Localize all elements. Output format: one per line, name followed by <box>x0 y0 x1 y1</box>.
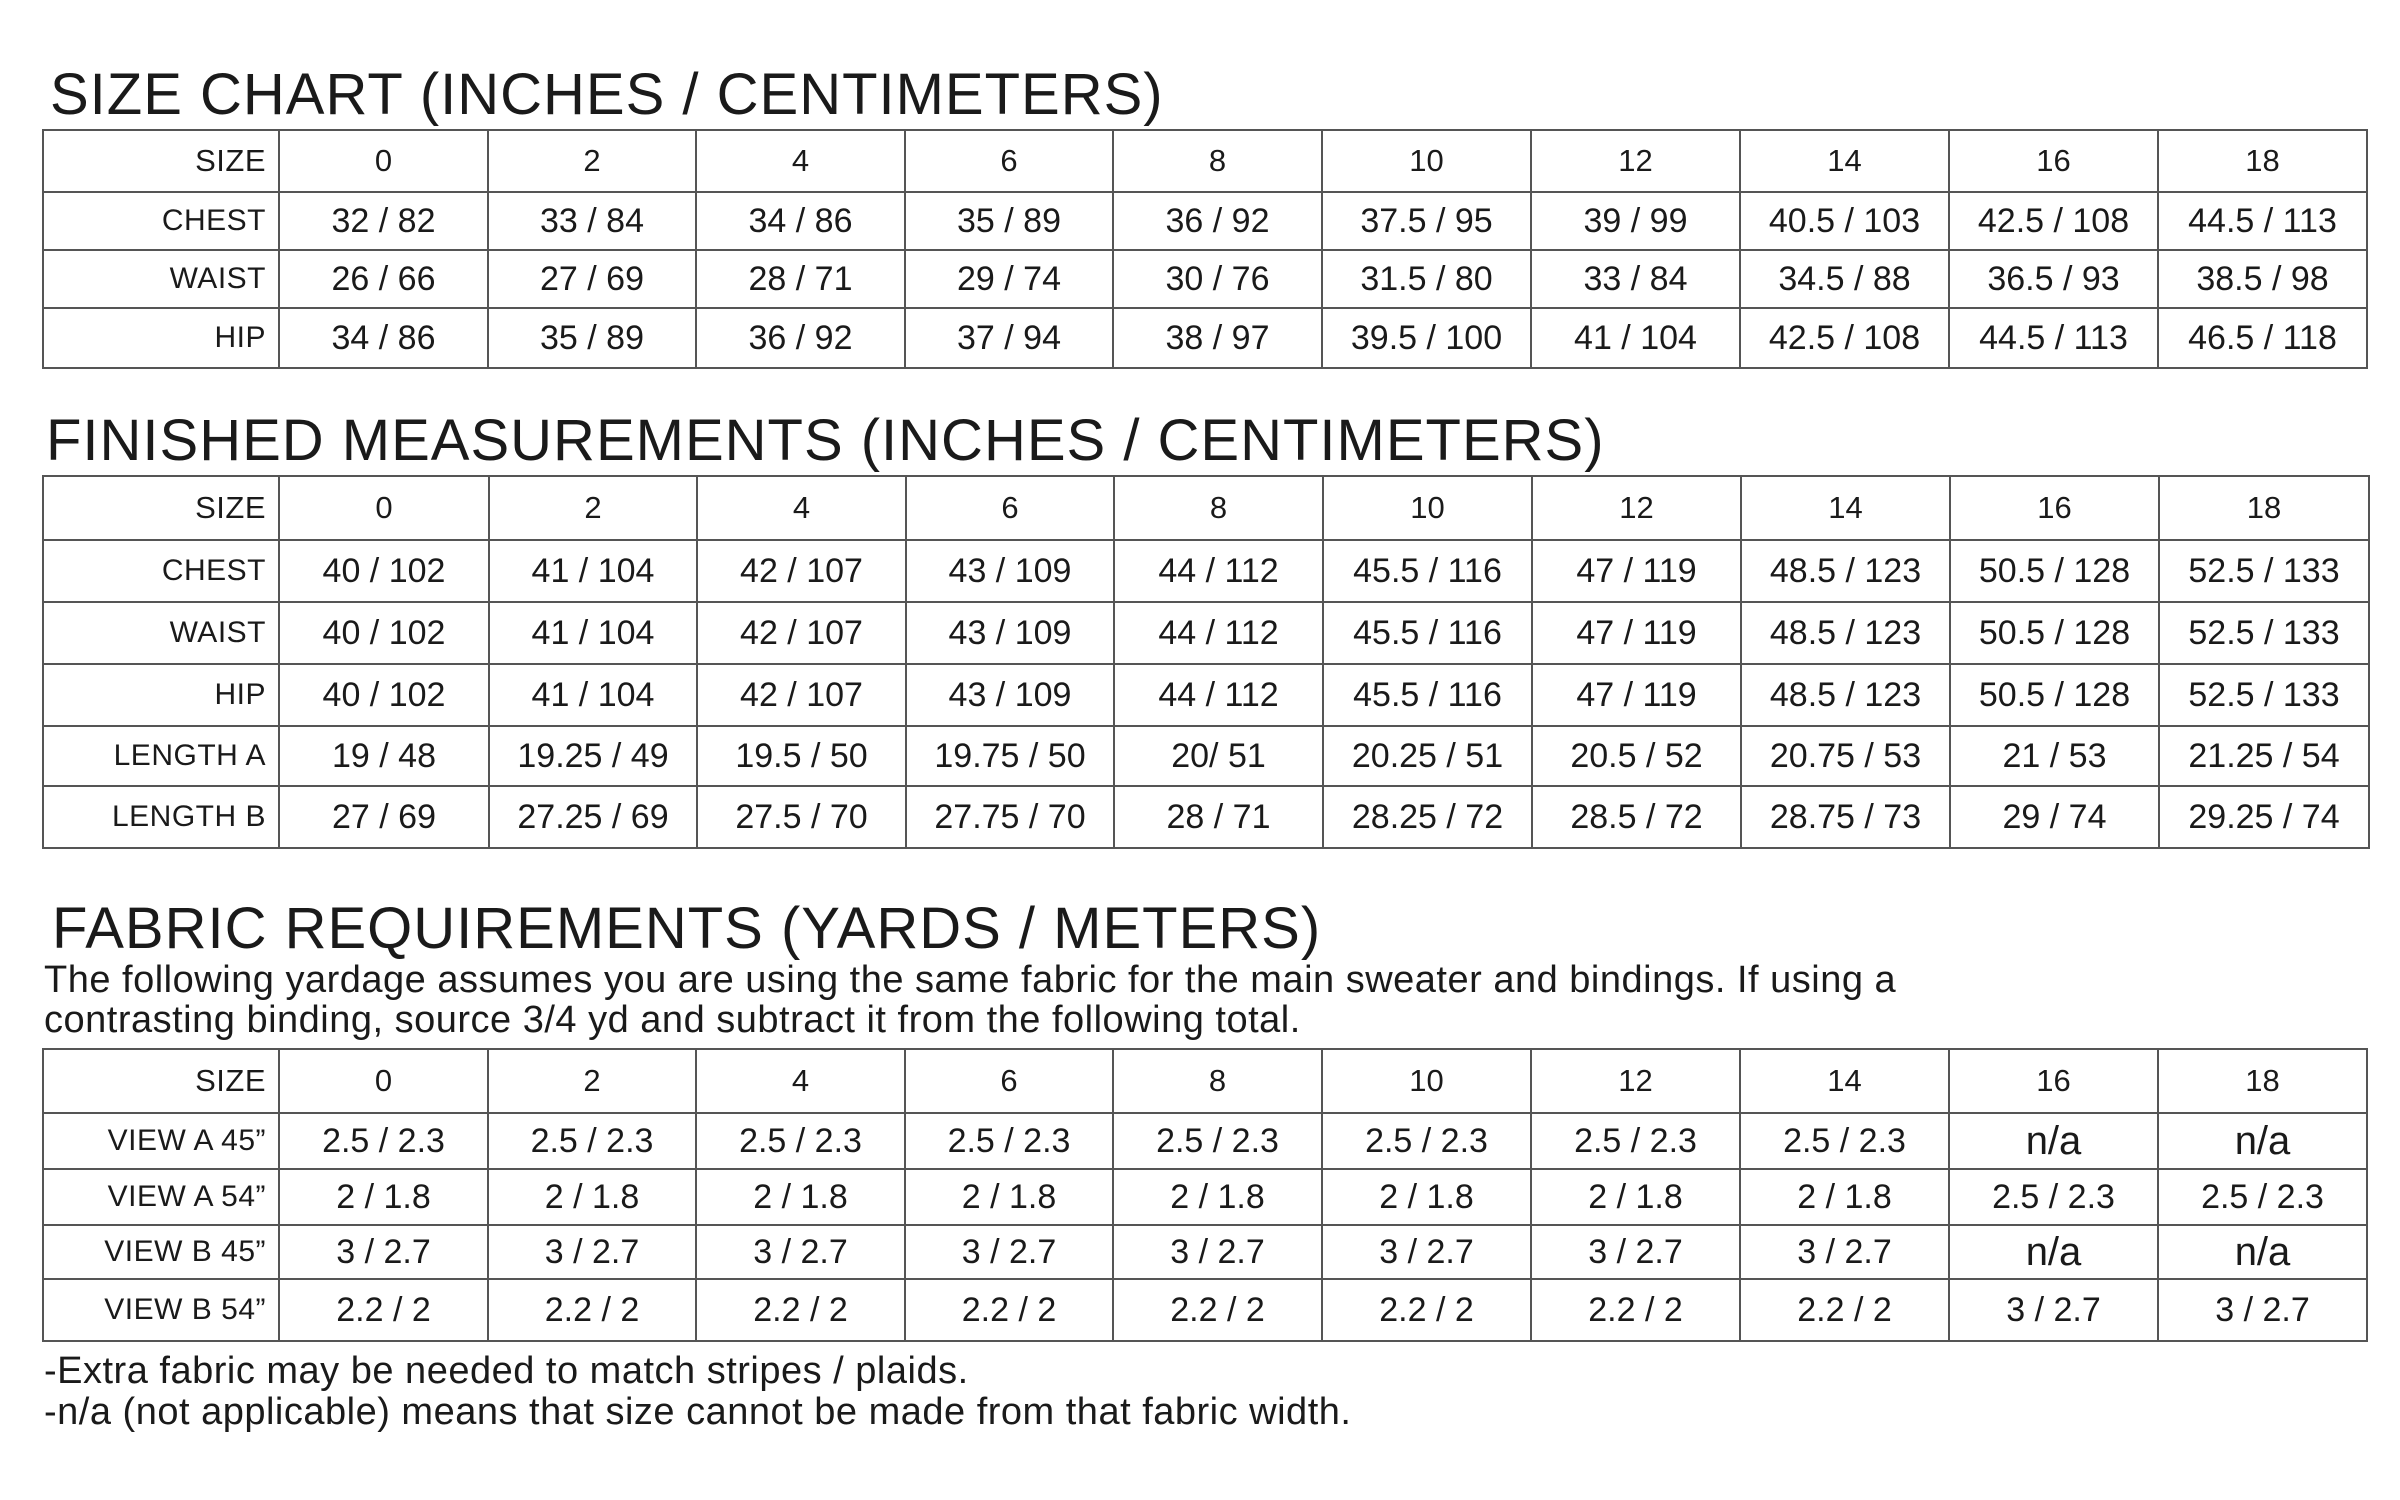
table-cell: 2.5 / 2.3 <box>696 1113 905 1169</box>
table-cell: 42 / 107 <box>697 540 906 602</box>
fabric-intro-line-2: contrasting binding, source 3/4 yd and subtract it from the following total. <box>44 999 1301 1041</box>
table-cell: 36 / 92 <box>696 308 905 368</box>
size-column-header: 6 <box>906 476 1114 540</box>
table-cell: 27.75 / 70 <box>906 786 1114 848</box>
table-cell: 38.5 / 98 <box>2158 250 2367 308</box>
table-cell: 50.5 / 128 <box>1950 664 2159 726</box>
fabric-footnote-stripes: -Extra fabric may be needed to match stripes / plaids. <box>44 1350 969 1392</box>
size-column-header: 2 <box>489 476 697 540</box>
table-cell: 2.5 / 2.3 <box>1949 1169 2158 1225</box>
table-cell: 2.5 / 2.3 <box>1740 1113 1949 1169</box>
table-cell: 52.5 / 133 <box>2159 664 2369 726</box>
table-cell: 28.5 / 72 <box>1532 786 1741 848</box>
table-cell: 3 / 2.7 <box>488 1225 696 1279</box>
size-column-header: 2 <box>488 130 696 192</box>
table-cell: 2 / 1.8 <box>488 1169 696 1225</box>
table-cell: n/a <box>2158 1113 2367 1169</box>
table-cell: 2.5 / 2.3 <box>1531 1113 1740 1169</box>
size-column-header: 0 <box>279 476 489 540</box>
table-cell: 28 / 71 <box>696 250 905 308</box>
table-cell: 41 / 104 <box>489 602 697 664</box>
size-column-header: 4 <box>697 476 906 540</box>
table-cell: 29 / 74 <box>905 250 1113 308</box>
table-header-row <box>43 1049 2367 1113</box>
table-cell: n/a <box>1949 1225 2158 1279</box>
fabric-intro-line-1: The following yardage assumes you are using the same fabric for the main sweater and bindings. If using a <box>44 959 1897 1001</box>
size-column-header: 12 <box>1532 476 1741 540</box>
table-row <box>43 1225 2367 1279</box>
table-header-row <box>43 130 2367 192</box>
table-cell: 3 / 2.7 <box>1322 1225 1531 1279</box>
table-cell: 37.5 / 95 <box>1322 192 1531 250</box>
table-cell: 45.5 / 116 <box>1323 664 1532 726</box>
table-cell: 33 / 84 <box>488 192 696 250</box>
table-cell: 3 / 2.7 <box>1531 1225 1740 1279</box>
table-cell: 2 / 1.8 <box>1531 1169 1740 1225</box>
row-label: HIP <box>43 308 279 368</box>
table-cell: 44 / 112 <box>1114 540 1323 602</box>
row-label: WAIST <box>43 250 279 308</box>
table-cell: 52.5 / 133 <box>2159 602 2369 664</box>
table-cell: 2.2 / 2 <box>905 1279 1113 1341</box>
table-cell: 2.2 / 2 <box>279 1279 488 1341</box>
table-cell: 21 / 53 <box>1950 726 2159 786</box>
table-cell: 43 / 109 <box>906 602 1114 664</box>
table-cell: 43 / 109 <box>906 540 1114 602</box>
size-column-header: 14 <box>1741 476 1950 540</box>
table-cell: 20/ 51 <box>1114 726 1323 786</box>
size-column-header: 18 <box>2158 1049 2367 1113</box>
table-cell: 27 / 69 <box>488 250 696 308</box>
table-cell: 36 / 92 <box>1113 192 1322 250</box>
table-cell: 39.5 / 100 <box>1322 308 1531 368</box>
table-cell: 42 / 107 <box>697 664 906 726</box>
row-label: LENGTH A <box>43 726 279 786</box>
table-cell: 2.2 / 2 <box>696 1279 905 1341</box>
table-cell: 41 / 104 <box>489 664 697 726</box>
table-row <box>43 540 2369 602</box>
table-cell: 3 / 2.7 <box>905 1225 1113 1279</box>
table-cell: 35 / 89 <box>905 192 1113 250</box>
table-cell: 31.5 / 80 <box>1322 250 1531 308</box>
table-cell: 38 / 97 <box>1113 308 1322 368</box>
table-cell: 2 / 1.8 <box>905 1169 1113 1225</box>
table-cell: 52.5 / 133 <box>2159 540 2369 602</box>
size-column-header: 18 <box>2158 130 2367 192</box>
table-cell: 3 / 2.7 <box>1113 1225 1322 1279</box>
table-cell: 48.5 / 123 <box>1741 540 1950 602</box>
table-cell: 2.2 / 2 <box>1113 1279 1322 1341</box>
table-cell: 19.5 / 50 <box>697 726 906 786</box>
table-cell: 2.5 / 2.3 <box>1322 1113 1531 1169</box>
table-cell: 37 / 94 <box>905 308 1113 368</box>
row-label: WAIST <box>43 602 279 664</box>
table-cell: 48.5 / 123 <box>1741 664 1950 726</box>
table-cell: 39 / 99 <box>1531 192 1740 250</box>
table-row <box>43 308 2367 368</box>
fabric-footnote-na: -n/a (not applicable) means that size cannot be made from that fabric width. <box>44 1391 1352 1433</box>
table-cell: 34 / 86 <box>279 308 488 368</box>
table-cell: 47 / 119 <box>1532 540 1741 602</box>
size-column-header: 8 <box>1113 1049 1322 1113</box>
table-cell: n/a <box>2158 1225 2367 1279</box>
table-cell: 47 / 119 <box>1532 602 1741 664</box>
table-cell: 40 / 102 <box>279 664 489 726</box>
table-cell: 44 / 112 <box>1114 602 1323 664</box>
table-header-row <box>43 476 2369 540</box>
table-row <box>43 664 2369 726</box>
table-cell: 42.5 / 108 <box>1740 308 1949 368</box>
table-cell: 28.25 / 72 <box>1323 786 1532 848</box>
table-cell: 40 / 102 <box>279 602 489 664</box>
table-cell: 2.2 / 2 <box>488 1279 696 1341</box>
table-cell: 2.5 / 2.3 <box>1113 1113 1322 1169</box>
fabric-requirements-title: FABRIC REQUIREMENTS (YARDS / METERS) <box>52 896 1322 961</box>
table-row <box>43 786 2369 848</box>
table-cell: 27 / 69 <box>279 786 489 848</box>
table-cell: 2 / 1.8 <box>1113 1169 1322 1225</box>
table-cell: 27.25 / 69 <box>489 786 697 848</box>
size-column-header: 0 <box>279 1049 488 1113</box>
table-cell: 2.5 / 2.3 <box>488 1113 696 1169</box>
row-label: LENGTH B <box>43 786 279 848</box>
table-cell: 26 / 66 <box>279 250 488 308</box>
fabric-requirements-table <box>42 1048 2368 1342</box>
size-column-header: 10 <box>1322 130 1531 192</box>
row-label: VIEW A 54” <box>43 1169 279 1225</box>
table-row <box>43 1279 2367 1341</box>
size-column-header: 16 <box>1950 476 2159 540</box>
table-cell: 46.5 / 118 <box>2158 308 2367 368</box>
table-cell: 41 / 104 <box>489 540 697 602</box>
table-cell: 2.2 / 2 <box>1740 1279 1949 1341</box>
table-row <box>43 602 2369 664</box>
size-column-header: 4 <box>696 1049 905 1113</box>
table-cell: 44.5 / 113 <box>2158 192 2367 250</box>
table-cell: 3 / 2.7 <box>2158 1279 2367 1341</box>
table-cell: 2 / 1.8 <box>279 1169 488 1225</box>
size-chart-table <box>42 129 2368 369</box>
table-cell: 28 / 71 <box>1114 786 1323 848</box>
table-cell: 19.25 / 49 <box>489 726 697 786</box>
table-row <box>43 192 2367 250</box>
table-cell: 30 / 76 <box>1113 250 1322 308</box>
table-cell: 2.5 / 2.3 <box>2158 1169 2367 1225</box>
table-cell: 43 / 109 <box>906 664 1114 726</box>
table-cell: 44 / 112 <box>1114 664 1323 726</box>
table-cell: 47 / 119 <box>1532 664 1741 726</box>
size-header-label: SIZE <box>43 130 279 192</box>
table-cell: 2.5 / 2.3 <box>279 1113 488 1169</box>
table-cell: 42 / 107 <box>697 602 906 664</box>
row-label: HIP <box>43 664 279 726</box>
table-cell: 2 / 1.8 <box>1740 1169 1949 1225</box>
size-column-header: 12 <box>1531 130 1740 192</box>
size-column-header: 16 <box>1949 1049 2158 1113</box>
size-column-header: 12 <box>1531 1049 1740 1113</box>
table-cell: 34.5 / 88 <box>1740 250 1949 308</box>
row-label: CHEST <box>43 192 279 250</box>
size-chart-title: SIZE CHART (INCHES / CENTIMETERS) <box>50 62 1164 127</box>
table-cell: 34 / 86 <box>696 192 905 250</box>
table-cell: 3 / 2.7 <box>1740 1225 1949 1279</box>
size-column-header: 8 <box>1113 130 1322 192</box>
table-cell: 2 / 1.8 <box>696 1169 905 1225</box>
row-label: VIEW B 54” <box>43 1279 279 1341</box>
size-column-header: 10 <box>1323 476 1532 540</box>
table-cell: 32 / 82 <box>279 192 488 250</box>
size-header-label: SIZE <box>43 476 279 540</box>
size-column-header: 14 <box>1740 130 1949 192</box>
size-column-header: 6 <box>905 130 1113 192</box>
size-column-header: 8 <box>1114 476 1323 540</box>
table-cell: 19.75 / 50 <box>906 726 1114 786</box>
table-cell: 2.2 / 2 <box>1322 1279 1531 1341</box>
table-cell: 3 / 2.7 <box>279 1225 488 1279</box>
table-cell: 20.25 / 51 <box>1323 726 1532 786</box>
finished-measurements-table <box>42 475 2370 849</box>
table-cell: 41 / 104 <box>1531 308 1740 368</box>
table-cell: n/a <box>1949 1113 2158 1169</box>
table-cell: 29.25 / 74 <box>2159 786 2369 848</box>
size-column-header: 14 <box>1740 1049 1949 1113</box>
table-cell: 44.5 / 113 <box>1949 308 2158 368</box>
size-header-label: SIZE <box>43 1049 279 1113</box>
table-cell: 3 / 2.7 <box>1949 1279 2158 1341</box>
table-cell: 48.5 / 123 <box>1741 602 1950 664</box>
size-column-header: 10 <box>1322 1049 1531 1113</box>
table-cell: 2.2 / 2 <box>1531 1279 1740 1341</box>
table-cell: 50.5 / 128 <box>1950 540 2159 602</box>
size-column-header: 2 <box>488 1049 696 1113</box>
table-row <box>43 250 2367 308</box>
size-column-header: 18 <box>2159 476 2369 540</box>
finished-measurements-title: FINISHED MEASUREMENTS (INCHES / CENTIMETERS) <box>46 408 1605 473</box>
table-cell: 2.5 / 2.3 <box>905 1113 1113 1169</box>
table-cell: 36.5 / 93 <box>1949 250 2158 308</box>
table-cell: 33 / 84 <box>1531 250 1740 308</box>
table-cell: 42.5 / 108 <box>1949 192 2158 250</box>
table-cell: 40 / 102 <box>279 540 489 602</box>
table-cell: 21.25 / 54 <box>2159 726 2369 786</box>
table-cell: 40.5 / 103 <box>1740 192 1949 250</box>
table-cell: 27.5 / 70 <box>697 786 906 848</box>
table-cell: 19 / 48 <box>279 726 489 786</box>
table-cell: 29 / 74 <box>1950 786 2159 848</box>
table-cell: 20.5 / 52 <box>1532 726 1741 786</box>
table-cell: 45.5 / 116 <box>1323 602 1532 664</box>
table-cell: 45.5 / 116 <box>1323 540 1532 602</box>
row-label: VIEW A 45” <box>43 1113 279 1169</box>
size-column-header: 4 <box>696 130 905 192</box>
table-row <box>43 1169 2367 1225</box>
size-column-header: 16 <box>1949 130 2158 192</box>
table-row <box>43 1113 2367 1169</box>
row-label: CHEST <box>43 540 279 602</box>
table-cell: 20.75 / 53 <box>1741 726 1950 786</box>
size-column-header: 0 <box>279 130 488 192</box>
table-row <box>43 726 2369 786</box>
table-cell: 50.5 / 128 <box>1950 602 2159 664</box>
table-cell: 3 / 2.7 <box>696 1225 905 1279</box>
table-cell: 35 / 89 <box>488 308 696 368</box>
table-cell: 2 / 1.8 <box>1322 1169 1531 1225</box>
row-label: VIEW B 45” <box>43 1225 279 1279</box>
table-cell: 28.75 / 73 <box>1741 786 1950 848</box>
size-column-header: 6 <box>905 1049 1113 1113</box>
